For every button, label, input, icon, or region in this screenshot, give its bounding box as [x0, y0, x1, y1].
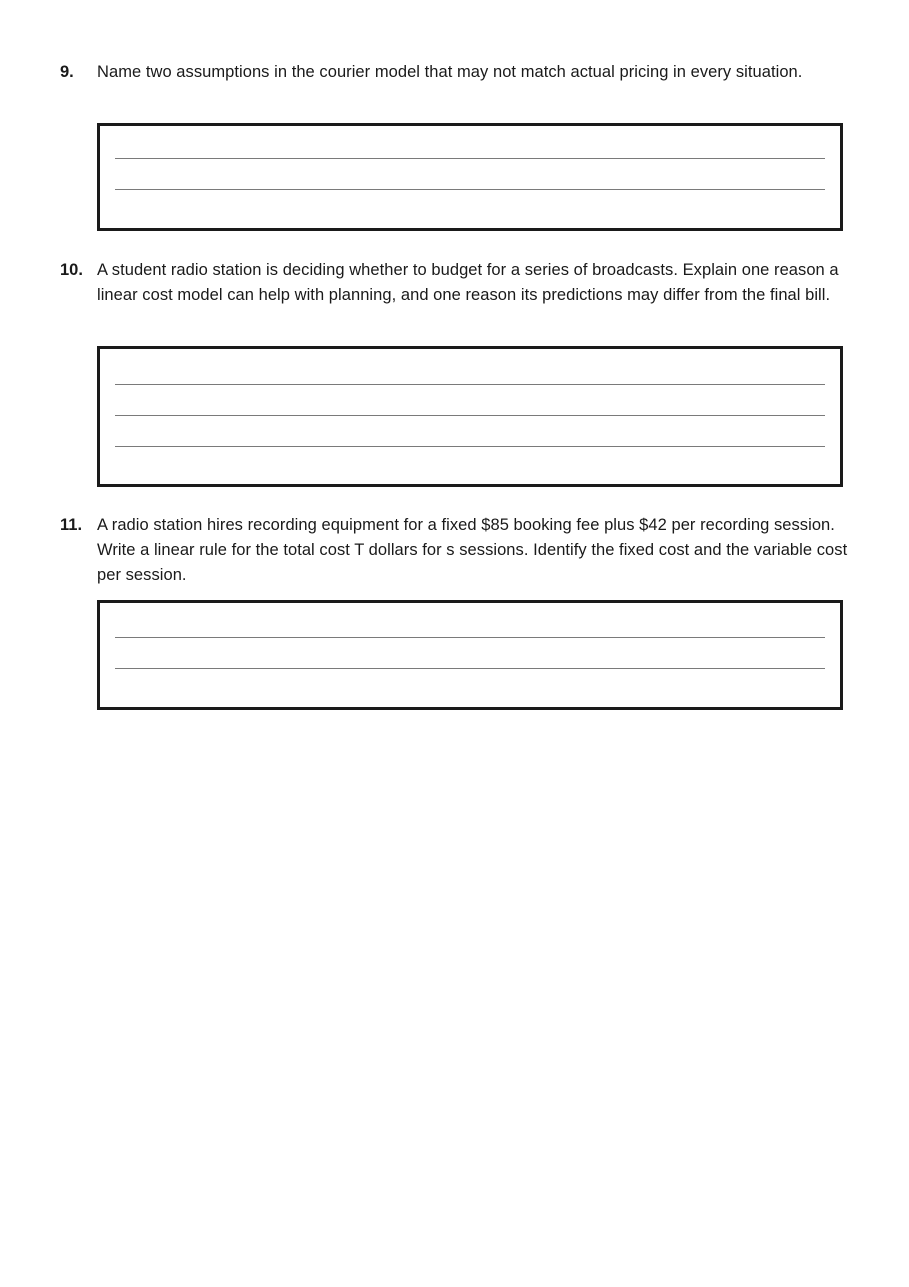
answer-line — [115, 158, 825, 159]
question-9 — [60, 60, 850, 85]
answer-line — [115, 637, 825, 638]
question-9-header — [60, 60, 850, 85]
question-9-answer-box[interactable] — [97, 123, 843, 231]
question-10 — [60, 258, 850, 308]
question-10-number: 10. — [60, 261, 83, 279]
question-10-text: A student radio station is deciding whether to budget for a series of broadcasts. Explain one reason a linear cost model can help with planning, and one reason its predictions may differ from the final bill. — [97, 261, 839, 304]
question-9-number: 9. — [60, 63, 74, 81]
question-9-text: Name two assumptions in the courier model that may not match actual pricing in every situation. — [97, 63, 803, 81]
question-11-answer-box[interactable] — [97, 600, 843, 710]
answer-line — [115, 189, 825, 190]
answer-line — [115, 415, 825, 416]
question-10-header — [60, 258, 850, 308]
answer-line — [115, 384, 825, 385]
question-11 — [60, 513, 850, 588]
question-11-number: 11. — [60, 516, 83, 534]
answer-line — [115, 446, 825, 447]
question-11-text: A radio station hires recording equipment for a fixed $85 booking fee plus $42 per recording session. Write a linear rule for the total cost T dollars for s sessions. Identify the fixed cost and the variable cost per session. — [97, 516, 848, 584]
question-10-answer-box[interactable] — [97, 346, 843, 487]
question-11-header — [60, 513, 850, 588]
answer-line — [115, 668, 825, 669]
